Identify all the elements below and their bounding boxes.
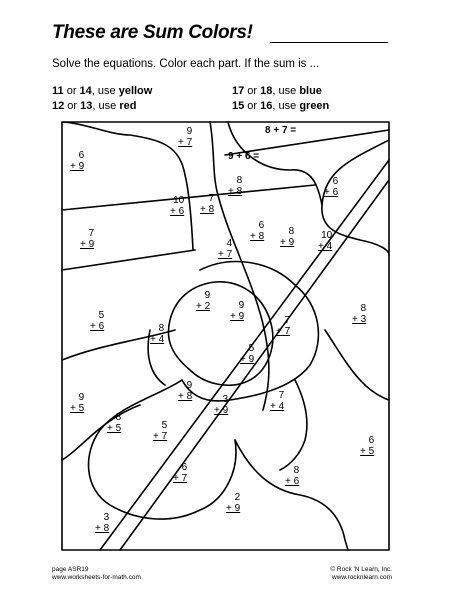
addend-bottom: + 8 <box>228 186 243 197</box>
addend-bottom: + 6 <box>170 206 185 217</box>
addition-problem <box>218 238 232 260</box>
addition-problem <box>324 176 338 198</box>
addend-bottom: + 9 <box>226 503 241 514</box>
addend-top: 7 <box>88 228 95 239</box>
addend-top: 3 <box>103 512 110 523</box>
addition-problem <box>80 228 94 250</box>
addition-problem <box>270 390 284 412</box>
addition-problem <box>226 492 240 514</box>
addition-problem <box>70 150 84 172</box>
addend-bottom: + 4 <box>270 401 285 412</box>
addend-bottom: + 8 <box>250 231 265 242</box>
addend-top: 8 <box>115 412 122 423</box>
addition-problem <box>150 323 164 345</box>
addend-bottom: + 9 <box>214 405 229 416</box>
footer-right: © Rock 'N Learn, Inc. www.rocknlearn.com <box>330 566 392 581</box>
addition-problem <box>200 193 214 215</box>
addition-problem <box>153 420 167 442</box>
addition-problem <box>196 290 210 312</box>
rule-yellow: 11 or 14, use yellow <box>52 85 153 97</box>
region-line <box>62 185 315 210</box>
addition-problem <box>178 380 192 402</box>
addend-top: 8 <box>293 465 300 476</box>
addition-problem <box>360 435 374 457</box>
addend-top: 8 <box>288 226 295 237</box>
footer-left: page ASR19 www.worksheets-for-math.com <box>52 566 141 581</box>
addend-bottom: + 2 <box>196 301 211 312</box>
addition-problem <box>285 465 299 487</box>
addition-problem <box>214 394 228 416</box>
addend-top: 6 <box>258 220 265 231</box>
addend-top: 9 <box>186 126 193 137</box>
addend-bottom: + 9 <box>230 311 245 322</box>
addend-bottom: + 9 <box>240 354 255 365</box>
addend-bottom: + 7 <box>218 249 233 260</box>
addend-top: 6 <box>181 462 188 473</box>
addend-top: 5 <box>161 420 168 431</box>
addend-top: 8 <box>236 175 243 186</box>
addition-problem <box>352 303 366 325</box>
addition-problem <box>90 310 104 332</box>
addend-top: 7 <box>208 193 215 204</box>
addition-problem <box>276 315 290 337</box>
addend-top: 2 <box>234 492 241 503</box>
rule-red: 12 or 13, use red <box>52 100 137 112</box>
region-line <box>62 250 195 270</box>
addend-bottom: + 8 <box>178 391 193 402</box>
addend-top: 7 <box>278 390 285 401</box>
addend-bottom: + 6 <box>285 476 300 487</box>
addend-bottom: + 4 <box>318 241 333 252</box>
addend-top: 9 <box>204 290 211 301</box>
inline-problem: 9 + 6 = <box>228 151 260 162</box>
addend-top: 6 <box>78 150 85 161</box>
addend-bottom: + 6 <box>90 321 105 332</box>
addend-bottom: + 4 <box>150 334 165 345</box>
addend-top: 8 <box>158 323 165 334</box>
addend-bottom: + 3 <box>352 314 367 325</box>
addend-bottom: + 9 <box>280 237 295 248</box>
region-line <box>210 122 269 410</box>
picture-frame <box>62 122 389 550</box>
addend-top: 9 <box>186 380 193 391</box>
rule-green: 15 or 16, use green <box>232 100 330 112</box>
worksheet-title: These are Sum Colors! <box>52 22 253 43</box>
addend-top: 6 <box>332 176 339 187</box>
addend-bottom: + 8 <box>200 204 215 215</box>
rule-blue: 17 or 18, use blue <box>232 85 322 97</box>
addition-problem <box>318 230 332 252</box>
addend-bottom: + 7 <box>153 431 168 442</box>
instructions: Solve the equations. Color each part. If the sum is ... <box>52 58 320 70</box>
region-line <box>325 330 389 400</box>
addition-problem <box>170 195 184 217</box>
addition-problem <box>250 220 264 242</box>
addition-problem <box>107 412 121 434</box>
addend-bottom: + 7 <box>173 473 188 484</box>
addend-top: 5 <box>98 310 105 321</box>
addend-top: 10 <box>321 230 333 241</box>
addend-top: 6 <box>368 435 375 446</box>
addend-bottom: + 7 <box>178 137 193 148</box>
addition-problem <box>173 462 187 484</box>
region-line <box>235 440 348 550</box>
addend-bottom: + 6 <box>324 187 339 198</box>
addition-problem <box>280 226 294 248</box>
addend-top: 7 <box>284 315 291 326</box>
addend-bottom: + 5 <box>107 423 122 434</box>
addend-top: 9 <box>238 300 245 311</box>
addend-top: 4 <box>226 238 233 249</box>
addition-problem <box>70 392 84 414</box>
addend-bottom: + 7 <box>276 326 291 337</box>
inline-problem: 8 + 7 = <box>265 125 297 136</box>
addition-problem <box>95 512 109 534</box>
addend-top: 3 <box>222 394 229 405</box>
guitar-soundhole <box>168 282 272 385</box>
addend-top: 9 <box>78 392 85 403</box>
addend-bottom: + 9 <box>80 239 95 250</box>
addend-bottom: + 8 <box>95 523 110 534</box>
addend-bottom: + 9 <box>70 161 85 172</box>
addend-top: 10 <box>173 195 185 206</box>
addition-problem <box>178 126 192 148</box>
addend-top: 5 <box>248 343 255 354</box>
addition-problem <box>240 343 254 365</box>
addition-problem <box>228 175 242 197</box>
addend-top: 8 <box>360 303 367 314</box>
addition-problem <box>230 300 244 322</box>
addend-bottom: + 5 <box>360 446 375 457</box>
addend-bottom: + 5 <box>70 403 85 414</box>
